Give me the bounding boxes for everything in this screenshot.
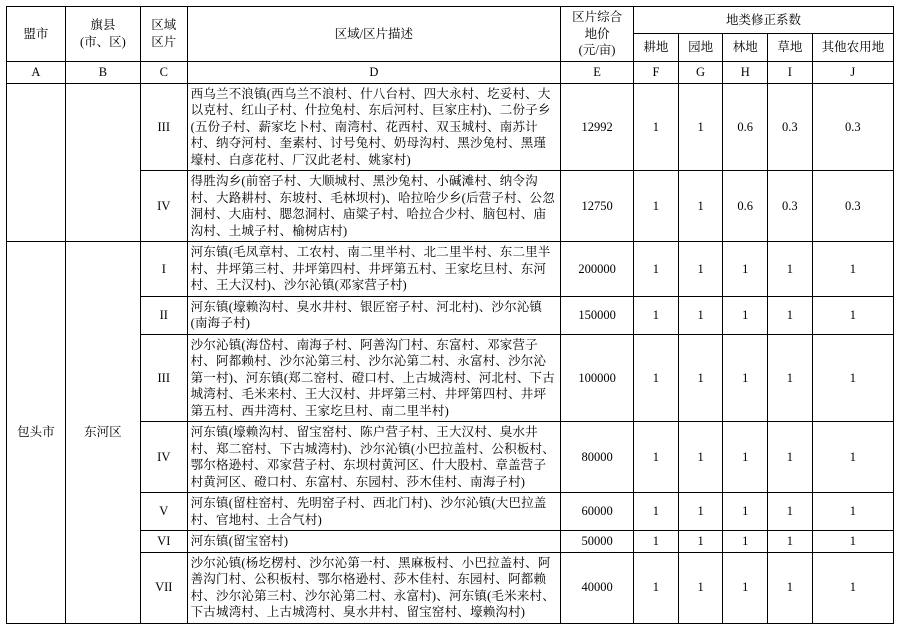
cell-price: 50000 [561, 531, 634, 553]
cell-coef-forest: 1 [723, 422, 768, 493]
header-zone [140, 7, 187, 62]
cell-coef-cultivated: 1 [634, 531, 679, 553]
cell-description: 河东镇(留柱窑村、先明窑子村、西北门村)、沙尔沁镇(大巴拉盖村、官地村、土合气村) [187, 493, 560, 531]
column-code-f: F [634, 61, 679, 83]
cell-coef-forest: 0.6 [723, 171, 768, 242]
cell-coef-grass: 0.3 [768, 171, 813, 242]
cell-coef-other: 1 [812, 334, 893, 422]
header-coef-garden: 园地 [678, 34, 723, 61]
cell-coef-other: 0.3 [812, 83, 893, 171]
cell-price: 100000 [561, 334, 634, 422]
cell-coef-other: 1 [812, 552, 893, 623]
header-league: 盟市 [7, 7, 66, 62]
cell-zone: III [140, 83, 187, 171]
header-coef-forest: 林地 [723, 34, 768, 61]
header-row-column-codes [7, 61, 894, 83]
cell-coef-grass: 1 [768, 531, 813, 553]
cell-zone: IV [140, 422, 187, 493]
header-description: 区域/区片描述 [187, 7, 560, 62]
column-code-c: C [140, 61, 187, 83]
header-county-line1: 旗县 [90, 18, 116, 33]
cell-coef-forest: 0.6 [723, 83, 768, 171]
cell-coef-other: 1 [812, 242, 893, 297]
cell-coef-other: 1 [812, 296, 893, 334]
cell-coef-cultivated: 1 [634, 171, 679, 242]
header-coef-cultivated: 耕地 [634, 34, 679, 61]
cell-price: 150000 [561, 296, 634, 334]
cell-zone: IV [140, 171, 187, 242]
cell-league: 包头市 [7, 242, 66, 624]
cell-coef-garden: 1 [678, 334, 723, 422]
cell-coef-other: 0.3 [812, 171, 893, 242]
cell-county: 东河区 [65, 242, 140, 624]
cell-coef-garden: 1 [678, 171, 723, 242]
land-price-table [6, 6, 894, 624]
column-code-d: D [187, 61, 560, 83]
cell-coef-grass: 1 [768, 296, 813, 334]
cell-coef-garden: 1 [678, 552, 723, 623]
cell-coef-garden: 1 [678, 493, 723, 531]
cell-zone: I [140, 242, 187, 297]
cell-coef-forest: 1 [723, 296, 768, 334]
cell-coef-grass: 1 [768, 493, 813, 531]
column-code-h: H [723, 61, 768, 83]
header-price-line2: 地价 [584, 26, 610, 41]
header-price-line1: 区片综合 [572, 10, 623, 24]
cell-description: 河东镇(毛凤章村、工农村、南二里半村、北二里半村、东二里半村、井坪第三村、井坪第四村、井坪第五村、王家圪旦村、东河村、王大汉村)、沙尔沁镇(邓家营子村) [187, 242, 560, 297]
header-coef-other: 其他农用地 [812, 34, 893, 61]
cell-coef-cultivated: 1 [634, 83, 679, 171]
cell-coef-grass: 0.3 [768, 83, 813, 171]
cell-price: 200000 [561, 242, 634, 297]
cell-coef-other: 1 [812, 531, 893, 553]
cell-coef-cultivated: 1 [634, 296, 679, 334]
column-code-i: I [768, 61, 813, 83]
cell-coef-grass: 1 [768, 334, 813, 422]
cell-coef-garden: 1 [678, 83, 723, 171]
table-row [7, 334, 894, 422]
cell-description: 沙尔沁镇(海岱村、南海子村、阿善沟门村、东富村、邓家营子村、阿都赖村、沙尔沁第三村、沙尔沁第二村、永富村、沙尔沁第一村)、河东镇(郑二窑村、磴口村、上古城湾村、河北村、下古城湾村、毛米来村、王大汉村、井坪第三村、井坪第四村、井坪第五村、西井湾村、王家圪旦村、南二里半村) [187, 334, 560, 422]
column-code-e: E [561, 61, 634, 83]
cell-price: 12992 [561, 83, 634, 171]
cell-description: 西乌兰不浪镇(西乌兰不浪村、什八台村、四大永村、圪妥村、大以克村、红山子村、什拉兔村、东后河村、巨家庄村)、二份子乡(五份子村、薪家圪卜村、南湾村、花西村、双玉城村、南苏计村、纳夺河村、奎素村、讨号兔村、奶母沟村、黑沙兔村、黑瑾壕村、白彦花村、厂汉此老村、姚家村) [187, 83, 560, 171]
cell-coef-forest: 1 [723, 242, 768, 297]
cell-description: 河东镇(壕赖沟村、留宝窑村、陈户营子村、王大汉村、臭水井村、郑二窑村、下古城湾村)、沙尔沁镇(小巴拉盖村、公积板村、鄂尔格逊村、邓家营子村、东坝村黄河区、什大股村、章盖营子村黄河区、磴口村、东富村、东园村、莎木佳村、南海子村) [187, 422, 560, 493]
cell-coef-cultivated: 1 [634, 242, 679, 297]
cell-coef-forest: 1 [723, 493, 768, 531]
cell-price: 60000 [561, 493, 634, 531]
column-code-j: J [812, 61, 893, 83]
cell-coef-cultivated: 1 [634, 334, 679, 422]
header-zone-line2: 区片 [151, 34, 177, 49]
table-row [7, 171, 894, 242]
cell-price: 12750 [561, 171, 634, 242]
cell-county [65, 83, 140, 242]
cell-coef-cultivated: 1 [634, 422, 679, 493]
cell-zone: VI [140, 531, 187, 553]
cell-description: 沙尔沁镇(杨圪楞村、沙尔沁第一村、黑麻板村、小巴拉盖村、阿善沟门村、公积板村、鄂尔格逊村、莎木佳村、东园村、阿都赖村、沙尔沁第三村、沙尔沁第二村、永富村)、河东镇(毛米来村、下古城湾村、上古城湾村、臭水井村、留宝窑村、壕赖沟村) [187, 552, 560, 623]
cell-coef-cultivated: 1 [634, 493, 679, 531]
table-row [7, 296, 894, 334]
cell-coef-grass: 1 [768, 552, 813, 623]
table-row [7, 493, 894, 531]
header-coefficient-group: 地类修正系数 [634, 7, 894, 34]
table-row [7, 552, 894, 623]
cell-zone: III [140, 334, 187, 422]
cell-coef-garden: 1 [678, 422, 723, 493]
cell-coef-forest: 1 [723, 552, 768, 623]
table-row [7, 242, 894, 297]
header-zone-line1: 区域 [151, 18, 177, 33]
cell-price: 80000 [561, 422, 634, 493]
cell-coef-forest: 1 [723, 531, 768, 553]
cell-description: 得胜沟乡(前窑子村、大顺城村、黑沙兔村、小碱滩村、纳令沟村、大路耕村、东坡村、毛林坝村)、哈拉哈少乡(后营子村、公忽洞村、大庙村、腮忽洞村、庙粱子村、哈拉合少村、脑包村、庙沟村、土城子村、榆树店村) [187, 171, 560, 242]
cell-coef-garden: 1 [678, 242, 723, 297]
cell-description: 河东镇(留宝窑村) [187, 531, 560, 553]
cell-coef-cultivated: 1 [634, 552, 679, 623]
header-price-line3: (元/亩) [578, 43, 616, 57]
cell-description: 河东镇(壕赖沟村、臭水井村、银匠窑子村、河北村)、沙尔沁镇(南海子村) [187, 296, 560, 334]
table-row [7, 531, 894, 553]
cell-zone: V [140, 493, 187, 531]
header-county [65, 7, 140, 62]
cell-coef-garden: 1 [678, 531, 723, 553]
cell-zone: II [140, 296, 187, 334]
cell-coef-grass: 1 [768, 242, 813, 297]
cell-price: 40000 [561, 552, 634, 623]
cell-zone: VII [140, 552, 187, 623]
cell-coef-grass: 1 [768, 422, 813, 493]
header-coef-grass: 草地 [768, 34, 813, 61]
header-row-titles [7, 7, 894, 34]
table-row [7, 422, 894, 493]
column-code-a: A [7, 61, 66, 83]
cell-coef-garden: 1 [678, 296, 723, 334]
table-header [7, 7, 894, 84]
cell-coef-other: 1 [812, 422, 893, 493]
table-body [7, 83, 894, 623]
column-code-g: G [678, 61, 723, 83]
header-county-line2: (市、区) [79, 34, 126, 49]
cell-league [7, 83, 66, 242]
header-price [561, 7, 634, 62]
cell-coef-forest: 1 [723, 334, 768, 422]
column-code-b: B [65, 61, 140, 83]
table-row [7, 83, 894, 171]
cell-coef-other: 1 [812, 493, 893, 531]
